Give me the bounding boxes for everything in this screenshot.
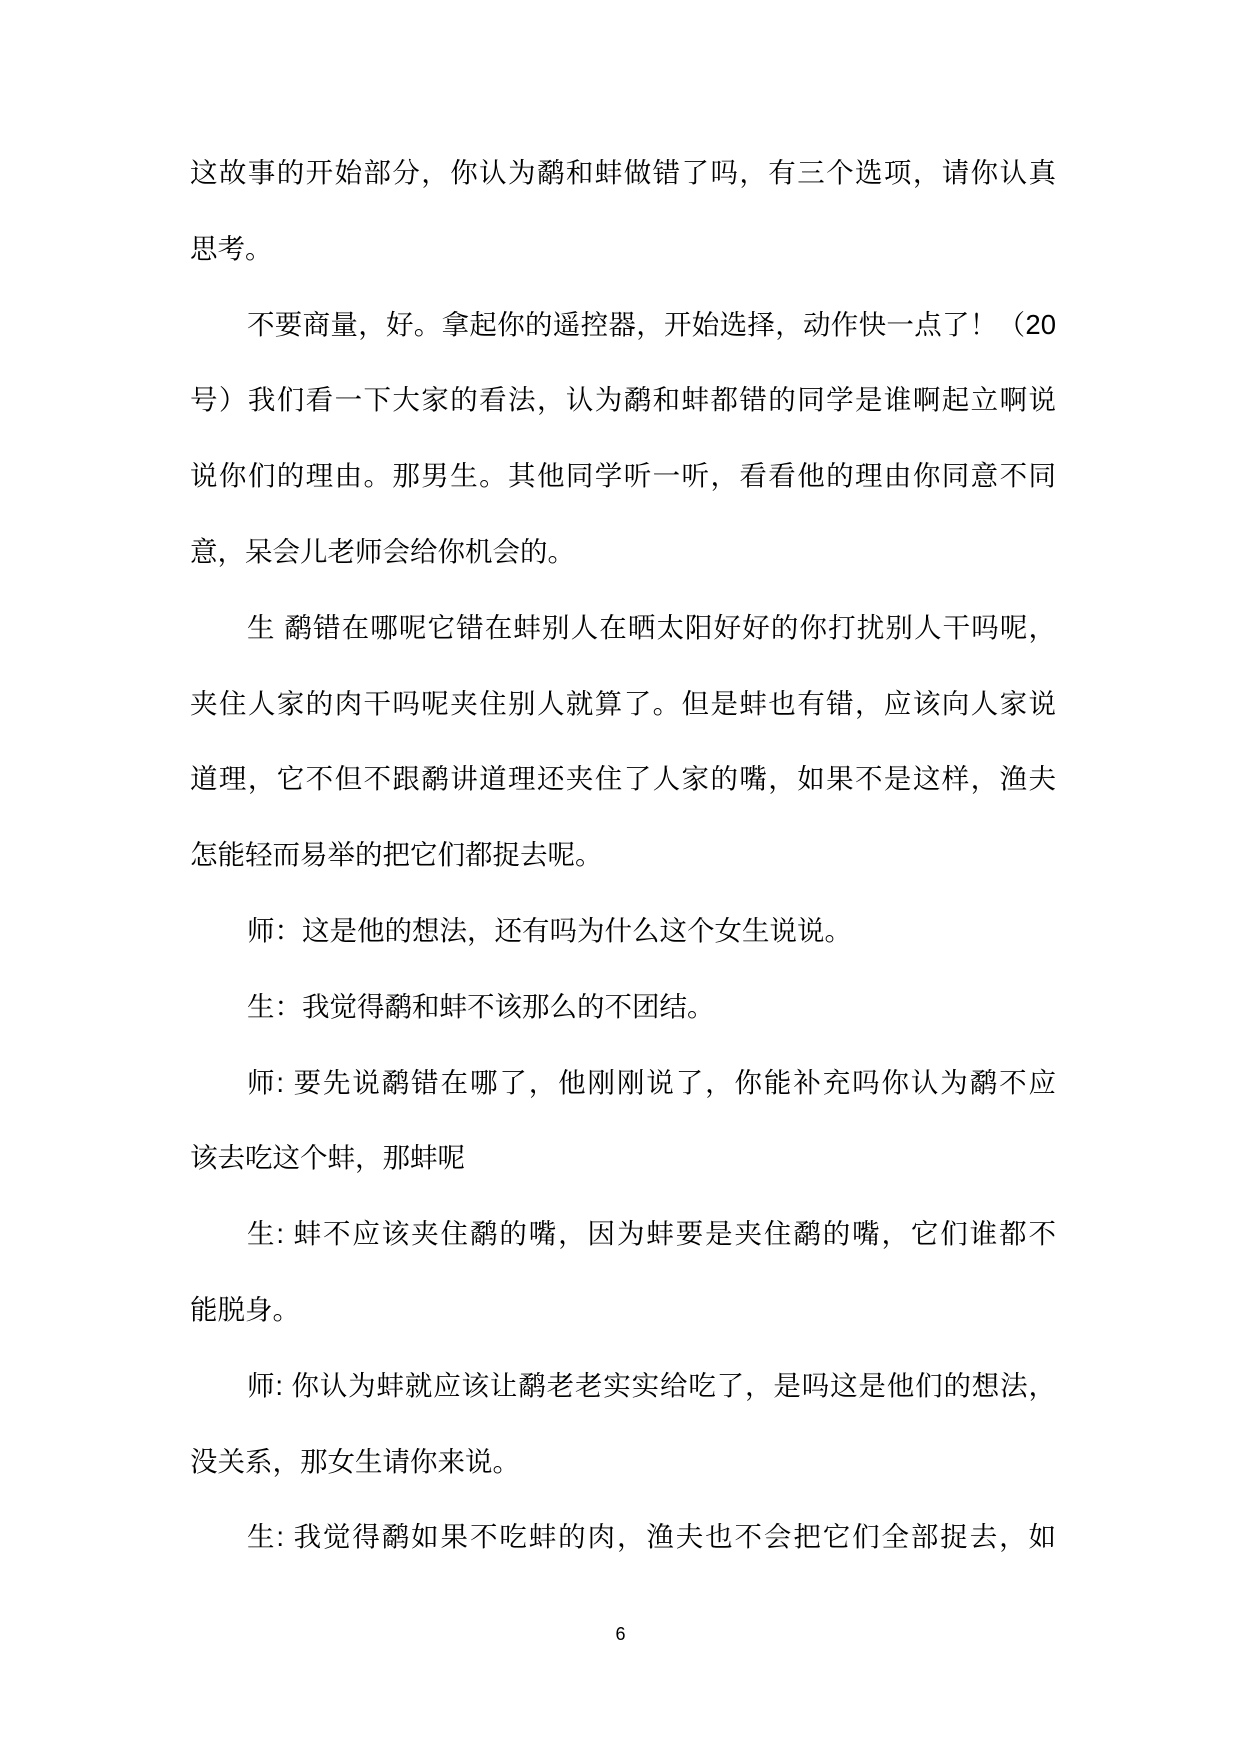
text-line: 生: 蚌不应该夹住鹬的嘴，因为蚌要是夹住鹬的嘴，它们谁都不 [247, 1218, 1056, 1250]
text-line: 生 鹬错在哪呢它错在蚌别人在晒太阳好好的你打扰别人干吗呢， [247, 611, 1056, 643]
paragraph [190, 969, 1056, 1045]
text-line: 道理，它不但不跟鹬讲道理还夹住了人家的嘴，如果不是这样，渔夫 [190, 763, 1056, 795]
paragraph [190, 893, 1056, 969]
text-line: 师: 要先说鹬错在哪了，他刚刚说了，你能补充吗你认为鹬不应 [247, 1066, 1056, 1098]
text-line: 思考。 [190, 232, 273, 264]
text-line: 生：我觉得鹬和蚌不该那么的不团结。 [247, 990, 715, 1022]
text-line: 意，呆会儿老师会给你机会的。 [190, 535, 575, 567]
paragraph [190, 135, 1056, 287]
document-body [190, 135, 1056, 1575]
text-line: 师：这是他的想法，还有吗为什么这个女生说说。 [247, 914, 852, 946]
text-line: 怎能轻而易举的把它们都捉去呢。 [190, 839, 603, 871]
paragraph [190, 287, 1056, 590]
paragraph [190, 1196, 1056, 1348]
text-line: 该去吃这个蚌，那蚌呢 [190, 1142, 465, 1174]
text-line: 号）我们看一下大家的看法，认为鹬和蚌都错的同学是谁啊起立啊说 [190, 384, 1056, 416]
paragraph [190, 1499, 1056, 1575]
paragraph [190, 1348, 1056, 1500]
text-line: 生: 我觉得鹬如果不吃蚌的肉，渔夫也不会把它们全部捉去，如 [247, 1521, 1056, 1553]
text-line: 说你们的理由。那男生。其他同学听一听，看看他的理由你同意不同 [190, 460, 1056, 492]
paragraph [190, 590, 1056, 893]
text-line: 能脱身。 [190, 1293, 300, 1325]
text-line: 没关系，那女生请你来说。 [190, 1445, 520, 1477]
page-number: 6 [615, 1624, 626, 1644]
text-line: 不要商量，好。拿起你的遥控器，开始选择，动作快一点了！（20 [247, 308, 1056, 340]
text-line: 夹住人家的肉干吗呢夹住别人就算了。但是蚌也有错，应该向人家说 [190, 687, 1056, 719]
text-line: 师: 你认为蚌就应该让鹬老老实实给吃了，是吗这是他们的想法， [247, 1369, 1056, 1401]
paragraph [190, 1045, 1056, 1197]
text-line: 这故事的开始部分，你认为鹬和蚌做错了吗，有三个选项，请你认真 [190, 157, 1056, 188]
